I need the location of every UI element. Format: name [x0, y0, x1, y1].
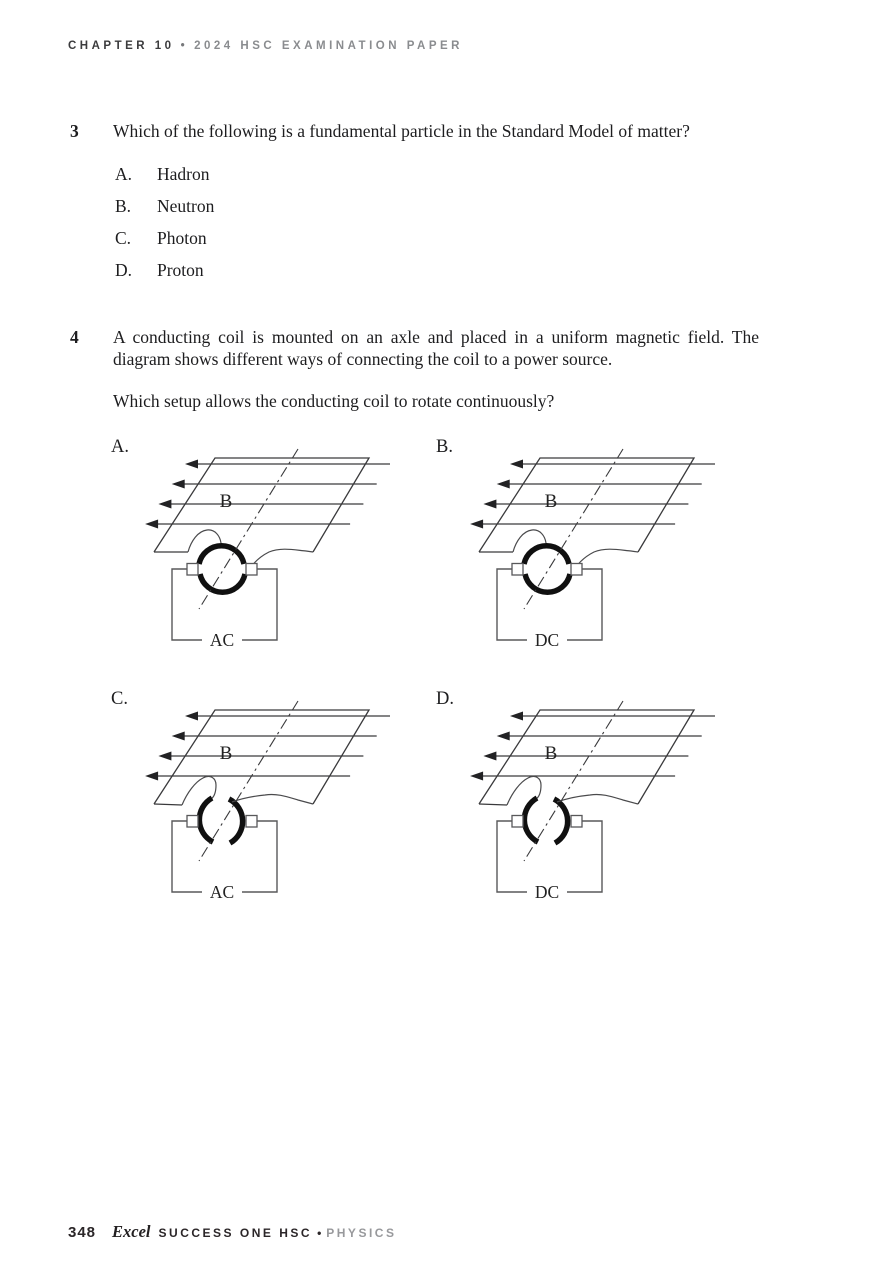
diagram-c-letter: C. — [111, 689, 128, 709]
axle-line — [199, 701, 298, 861]
coil-bottom-edge — [154, 804, 182, 805]
question-4-paragraph: A conducting coil is mounted on an axle and placed in a uniform magnetic field. The diagram shows different ways of connecting the coil to a power source. — [113, 327, 759, 369]
field-arrow-icon — [510, 712, 523, 721]
axle-line — [199, 449, 298, 609]
coil-plane — [479, 710, 694, 804]
header-title: 2024 HSC EXAMINATION PAPER — [194, 40, 463, 52]
commutator-left-half — [524, 798, 538, 842]
option-b-letter: B. — [115, 196, 132, 216]
source-label: DC — [534, 882, 560, 902]
option-c — [115, 228, 214, 246]
field-arrow-icon — [172, 732, 185, 741]
commutator-right-half — [229, 799, 243, 843]
option-d-letter: D. — [115, 260, 133, 280]
question-3-number: 3 — [70, 121, 79, 141]
coil-bottom-edge — [479, 804, 507, 805]
slip-ring-lower — [525, 574, 570, 592]
diagram-option-d — [410, 687, 740, 912]
field-arrow-icon — [172, 480, 185, 489]
diagram-option-b — [410, 435, 740, 660]
brush-right — [571, 816, 582, 828]
diagram-a-letter: A. — [111, 437, 129, 457]
slip-ring-upper — [199, 546, 244, 564]
option-a — [115, 164, 214, 182]
field-label: B — [544, 743, 558, 764]
question-3-text: Which of the following is a fundamental particle in the Standard Model of matter? — [113, 121, 690, 141]
source-label: AC — [209, 882, 235, 902]
axle-line — [524, 449, 623, 609]
field-arrow-icon — [497, 732, 510, 741]
field-label: B — [219, 743, 233, 764]
field-arrow-icon — [185, 712, 198, 721]
lead-wire-right — [232, 794, 313, 804]
option-b — [115, 196, 214, 214]
diagram-option-c — [85, 687, 415, 912]
slip-ring-upper — [524, 546, 569, 564]
field-arrow-icon — [483, 752, 496, 761]
coil-plane — [154, 458, 369, 552]
field-arrow-icon — [470, 772, 483, 781]
page-footer — [68, 1222, 396, 1242]
field-arrow-icon — [158, 500, 171, 509]
footer-bullet: • — [317, 1226, 322, 1240]
source-label: DC — [534, 630, 560, 650]
diagram-c-figure — [85, 687, 415, 912]
field-lines — [470, 460, 715, 529]
brush-right — [246, 564, 257, 576]
field-lines — [470, 712, 715, 781]
field-arrow-icon — [497, 480, 510, 489]
field-label: B — [544, 491, 558, 512]
question-3-options — [115, 164, 214, 292]
field-arrow-icon — [185, 460, 198, 469]
brush-left — [187, 816, 198, 828]
option-a-letter: A. — [115, 164, 133, 184]
page-header — [68, 40, 463, 52]
question-4-number: 4 — [70, 327, 79, 347]
brush-right — [571, 564, 582, 576]
diagram-b-figure — [410, 435, 740, 660]
field-arrow-icon — [145, 772, 158, 781]
axle-line — [524, 701, 623, 861]
brush-left — [187, 564, 198, 576]
field-arrow-icon — [470, 520, 483, 529]
chapter-label: CHAPTER 10 — [68, 40, 175, 52]
option-d — [115, 260, 214, 278]
option-c-text: Photon — [157, 228, 207, 248]
field-arrow-icon — [483, 500, 496, 509]
brush-left — [512, 816, 523, 828]
subject-label: PHYSICS — [326, 1226, 397, 1240]
question-4-subquestion: Which setup allows the conducting coil to rotate continuously? — [113, 391, 555, 411]
field-lines — [145, 712, 390, 781]
coil-plane — [154, 710, 369, 804]
option-a-text: Hadron — [157, 164, 210, 184]
option-c-letter: C. — [115, 228, 132, 248]
option-d-text: Proton — [157, 260, 204, 280]
diagram-d-letter: D. — [436, 689, 454, 709]
coil-plane — [479, 458, 694, 552]
field-arrow-icon — [158, 752, 171, 761]
diagram-b-letter: B. — [436, 437, 453, 457]
source-label: AC — [209, 630, 235, 650]
brush-right — [246, 816, 257, 828]
field-label: B — [219, 491, 233, 512]
field-arrow-icon — [145, 520, 158, 529]
page-number: 348 — [68, 1224, 97, 1241]
commutator-left-half — [199, 798, 213, 842]
commutator-right-half — [554, 799, 568, 843]
field-lines — [145, 460, 390, 529]
brand-logo: Excel — [112, 1222, 151, 1241]
diagram-a-figure — [85, 435, 415, 660]
field-arrow-icon — [510, 460, 523, 469]
brush-left — [512, 564, 523, 576]
lead-wire-right — [557, 794, 638, 804]
diagram-d-figure — [410, 687, 740, 912]
diagram-option-a — [85, 435, 415, 660]
option-b-text: Neutron — [157, 196, 215, 216]
series-title: SUCCESS ONE HSC — [158, 1226, 313, 1240]
header-bullet: • — [180, 40, 189, 52]
slip-ring-lower — [200, 574, 245, 592]
